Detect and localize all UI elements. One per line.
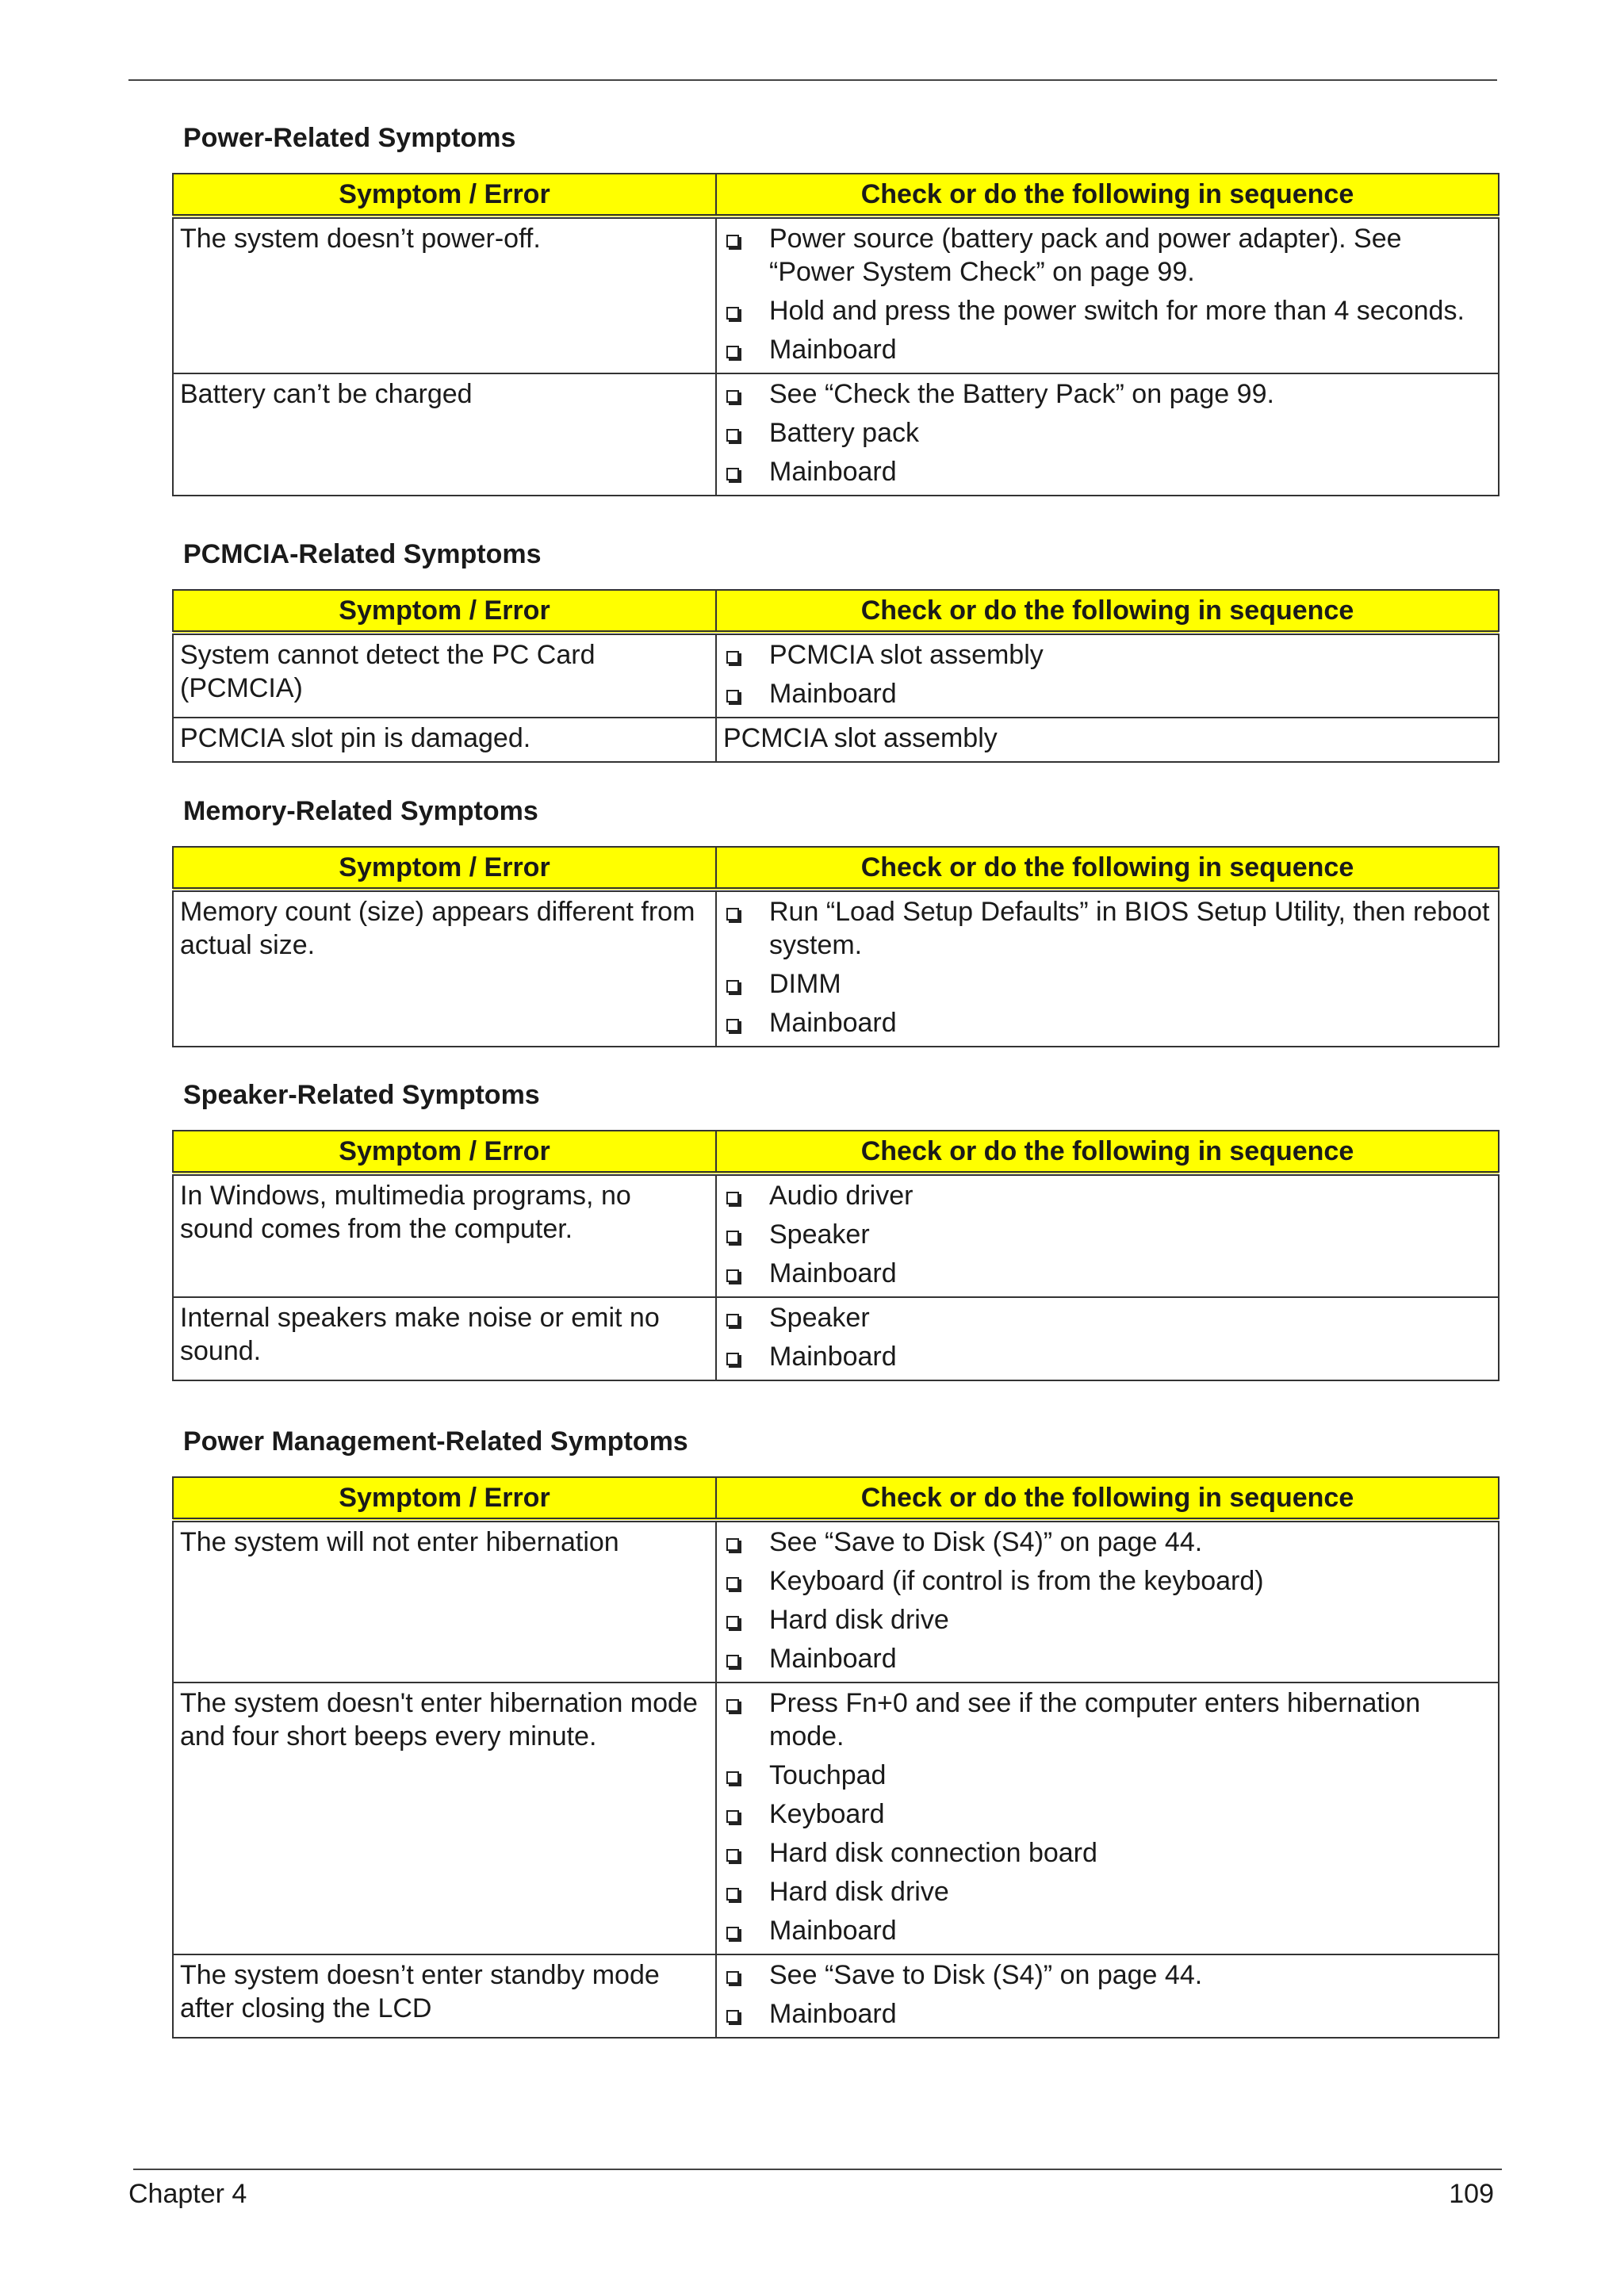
- check-item: [723, 455, 1492, 488]
- table-header-row: [173, 174, 1499, 216]
- check-item: [723, 416, 1492, 450]
- check-text: Mainboard: [769, 335, 897, 365]
- footer-rule: [133, 2169, 1502, 2170]
- check-item: [723, 1958, 1492, 1992]
- check-item: [723, 1642, 1492, 1675]
- symptom-cell: System cannot detect the PC Card (PCMCIA): [173, 633, 716, 718]
- symptom-section: [172, 795, 1498, 1047]
- check-list: [723, 1179, 1492, 1290]
- table-header-row: [173, 847, 1499, 890]
- checkbox-bullet-icon: [726, 1655, 739, 1667]
- symptom-table: [172, 1130, 1500, 1381]
- checkbox-bullet-icon: [726, 1538, 739, 1551]
- check-item: [723, 1006, 1492, 1039]
- checks-cell: [716, 216, 1499, 373]
- check-list: [723, 895, 1492, 1039]
- checkbox-bullet-icon: [726, 690, 739, 702]
- checkbox-bullet-icon: [726, 1231, 739, 1243]
- check-item: [723, 1836, 1492, 1870]
- checks-cell: [716, 373, 1499, 496]
- checkbox-bullet-icon: [726, 1699, 739, 1712]
- symptom-cell: PCMCIA slot pin is damaged.: [173, 718, 716, 762]
- checkbox-bullet-icon: [726, 1192, 739, 1204]
- checkbox-bullet-icon: [726, 429, 739, 442]
- checkbox-bullet-icon: [726, 1616, 739, 1629]
- symptom-table: [172, 173, 1500, 496]
- checkbox-bullet-icon: [726, 1771, 739, 1784]
- check-text: Press Fn+0 and see if the computer enters hibernation mode.: [769, 1688, 1421, 1751]
- section-title: Speaker-Related Symptoms: [183, 1080, 540, 1110]
- checkbox-bullet-icon: [726, 1810, 739, 1823]
- check-item: [723, 967, 1492, 1001]
- checkbox-bullet-icon: [726, 1019, 739, 1032]
- table-header-row: [173, 1131, 1499, 1173]
- check-item: [723, 1603, 1492, 1637]
- checkbox-bullet-icon: [726, 235, 739, 247]
- checks-cell: [716, 1954, 1499, 2038]
- checkbox-bullet-icon: [726, 1888, 739, 1901]
- header-rule: [128, 79, 1497, 81]
- checkbox-bullet-icon: [726, 346, 739, 358]
- check-item: [723, 294, 1492, 327]
- checks-cell: [716, 718, 1499, 762]
- table-row: [173, 718, 1499, 762]
- checkbox-bullet-icon: [726, 1269, 739, 1282]
- section-title: Power Management-Related Symptoms: [183, 1426, 688, 1457]
- check-list: [723, 1301, 1492, 1373]
- check-item: [723, 1564, 1492, 1598]
- table-row: [173, 216, 1499, 373]
- table-row: [173, 373, 1499, 496]
- symptom-table: [172, 846, 1500, 1047]
- check-item: [723, 222, 1492, 289]
- check-text: Mainboard: [769, 1342, 897, 1372]
- symptom-table: [172, 589, 1500, 763]
- check-list: [723, 1958, 1492, 2031]
- table-row: [173, 890, 1499, 1047]
- check-text: See “Save to Disk (S4)” on page 44.: [769, 1527, 1203, 1557]
- check-list: [723, 377, 1492, 488]
- check-item: [723, 638, 1492, 672]
- symptom-section: [172, 538, 1498, 763]
- table-row: [173, 1954, 1499, 2038]
- check-text: Mainboard: [769, 679, 897, 709]
- symptom-cell: Memory count (size) appears different from actual size.: [173, 890, 716, 1047]
- check-text: Speaker: [769, 1303, 870, 1333]
- checkbox-bullet-icon: [726, 390, 739, 403]
- symptom-section: [172, 1079, 1498, 1381]
- check-item: [723, 1301, 1492, 1334]
- check-text: Mainboard: [769, 1008, 897, 1038]
- check-item: [723, 1257, 1492, 1290]
- table-row: [173, 633, 1499, 718]
- checkbox-bullet-icon: [726, 1577, 739, 1590]
- check-text: PCMCIA slot assembly: [769, 640, 1044, 670]
- checkbox-bullet-icon: [726, 2010, 739, 2023]
- check-item: [723, 1997, 1492, 2031]
- check-item: [723, 1759, 1492, 1792]
- check-text: Hard disk drive: [769, 1605, 949, 1635]
- check-item: [723, 1179, 1492, 1212]
- symptom-cell: Battery can’t be charged: [173, 373, 716, 496]
- check-item: [723, 1686, 1492, 1753]
- check-text: DIMM: [769, 969, 841, 999]
- checkbox-bullet-icon: [726, 1849, 739, 1862]
- footer-chapter: Chapter 4: [128, 2179, 247, 2209]
- header-symptom: Symptom / Error: [173, 174, 716, 216]
- table-row: [173, 1683, 1499, 1954]
- check-item: [723, 1340, 1492, 1373]
- checks-cell: [716, 633, 1499, 718]
- checkbox-bullet-icon: [726, 908, 739, 921]
- check-item: [723, 677, 1492, 710]
- table-row: [173, 1173, 1499, 1297]
- header-checks: Check or do the following in sequence: [716, 174, 1499, 216]
- checkbox-bullet-icon: [726, 1314, 739, 1326]
- check-text: Mainboard: [769, 1644, 897, 1674]
- check-item: [723, 1526, 1492, 1559]
- symptom-table: [172, 1476, 1500, 2039]
- header-symptom: Symptom / Error: [173, 1131, 716, 1173]
- checkbox-bullet-icon: [726, 1353, 739, 1365]
- check-text: See “Save to Disk (S4)” on page 44.: [769, 1960, 1203, 1990]
- checkbox-bullet-icon: [726, 980, 739, 993]
- checks-cell: [716, 1520, 1499, 1683]
- check-item: [723, 333, 1492, 366]
- symptom-cell: The system will not enter hibernation: [173, 1520, 716, 1683]
- check-text: Speaker: [769, 1219, 870, 1250]
- checkbox-bullet-icon: [726, 468, 739, 480]
- check-text: Mainboard: [769, 1916, 897, 1946]
- header-checks: Check or do the following in sequence: [716, 1131, 1499, 1173]
- check-text: Mainboard: [769, 457, 897, 487]
- symptom-section: [172, 122, 1498, 496]
- header-symptom: Symptom / Error: [173, 847, 716, 890]
- check-text: Touchpad: [769, 1760, 887, 1790]
- check-item: [723, 1875, 1492, 1908]
- symptom-section: [172, 1426, 1498, 2039]
- checks-cell: [716, 1683, 1499, 1954]
- checkbox-bullet-icon: [726, 1971, 739, 1984]
- check-item: [723, 1797, 1492, 1831]
- header-checks: Check or do the following in sequence: [716, 590, 1499, 633]
- check-item: [723, 377, 1492, 411]
- checks-cell: [716, 890, 1499, 1047]
- table-header-row: [173, 590, 1499, 633]
- section-title: Power-Related Symptoms: [183, 123, 516, 153]
- section-title: PCMCIA-Related Symptoms: [183, 539, 542, 569]
- check-text: Hard disk drive: [769, 1877, 949, 1907]
- check-list: [723, 1526, 1492, 1675]
- check-text: PCMCIA slot assembly: [723, 723, 998, 753]
- header-symptom: Symptom / Error: [173, 1477, 716, 1520]
- check-list: [723, 638, 1492, 710]
- check-text: Battery pack: [769, 418, 919, 448]
- symptom-cell: The system doesn’t enter standby mode after closing the LCD: [173, 1954, 716, 2038]
- check-text: Hard disk connection board: [769, 1838, 1097, 1868]
- symptom-cell: The system doesn't enter hibernation mode and four short beeps every minute.: [173, 1683, 716, 1954]
- checkbox-bullet-icon: [726, 1927, 739, 1939]
- check-text: Power source (battery pack and power adapter). See “Power System Check” on page 99.: [769, 224, 1402, 287]
- check-text: Keyboard: [769, 1799, 885, 1829]
- checks-cell: [716, 1297, 1499, 1380]
- checks-cell: [716, 1173, 1499, 1297]
- check-text: See “Check the Battery Pack” on page 99.: [769, 379, 1274, 409]
- check-item: [723, 895, 1492, 962]
- footer-page-number: 109: [1449, 2179, 1494, 2209]
- check-text: Hold and press the power switch for more than 4 seconds.: [769, 296, 1465, 326]
- table-row: [173, 1520, 1499, 1683]
- check-item: [723, 1218, 1492, 1251]
- header-checks: Check or do the following in sequence: [716, 1477, 1499, 1520]
- check-text: Mainboard: [769, 1999, 897, 2029]
- check-list: [723, 1686, 1492, 1947]
- table-row: [173, 1297, 1499, 1380]
- check-list: [723, 222, 1492, 366]
- checkbox-bullet-icon: [726, 651, 739, 664]
- header-symptom: Symptom / Error: [173, 590, 716, 633]
- check-text: Run “Load Setup Defaults” in BIOS Setup Utility, then reboot system.: [769, 897, 1490, 960]
- header-checks: Check or do the following in sequence: [716, 847, 1499, 890]
- check-text: Audio driver: [769, 1181, 914, 1211]
- checkbox-bullet-icon: [726, 307, 739, 320]
- check-text: Keyboard (if control is from the keyboard): [769, 1566, 1264, 1596]
- symptom-cell: In Windows, multimedia programs, no sound comes from the computer.: [173, 1173, 716, 1297]
- section-title: Memory-Related Symptoms: [183, 796, 538, 826]
- check-text: Mainboard: [769, 1258, 897, 1288]
- symptom-cell: The system doesn’t power-off.: [173, 216, 716, 373]
- symptom-cell: Internal speakers make noise or emit no sound.: [173, 1297, 716, 1380]
- check-item: [723, 1914, 1492, 1947]
- table-header-row: [173, 1477, 1499, 1520]
